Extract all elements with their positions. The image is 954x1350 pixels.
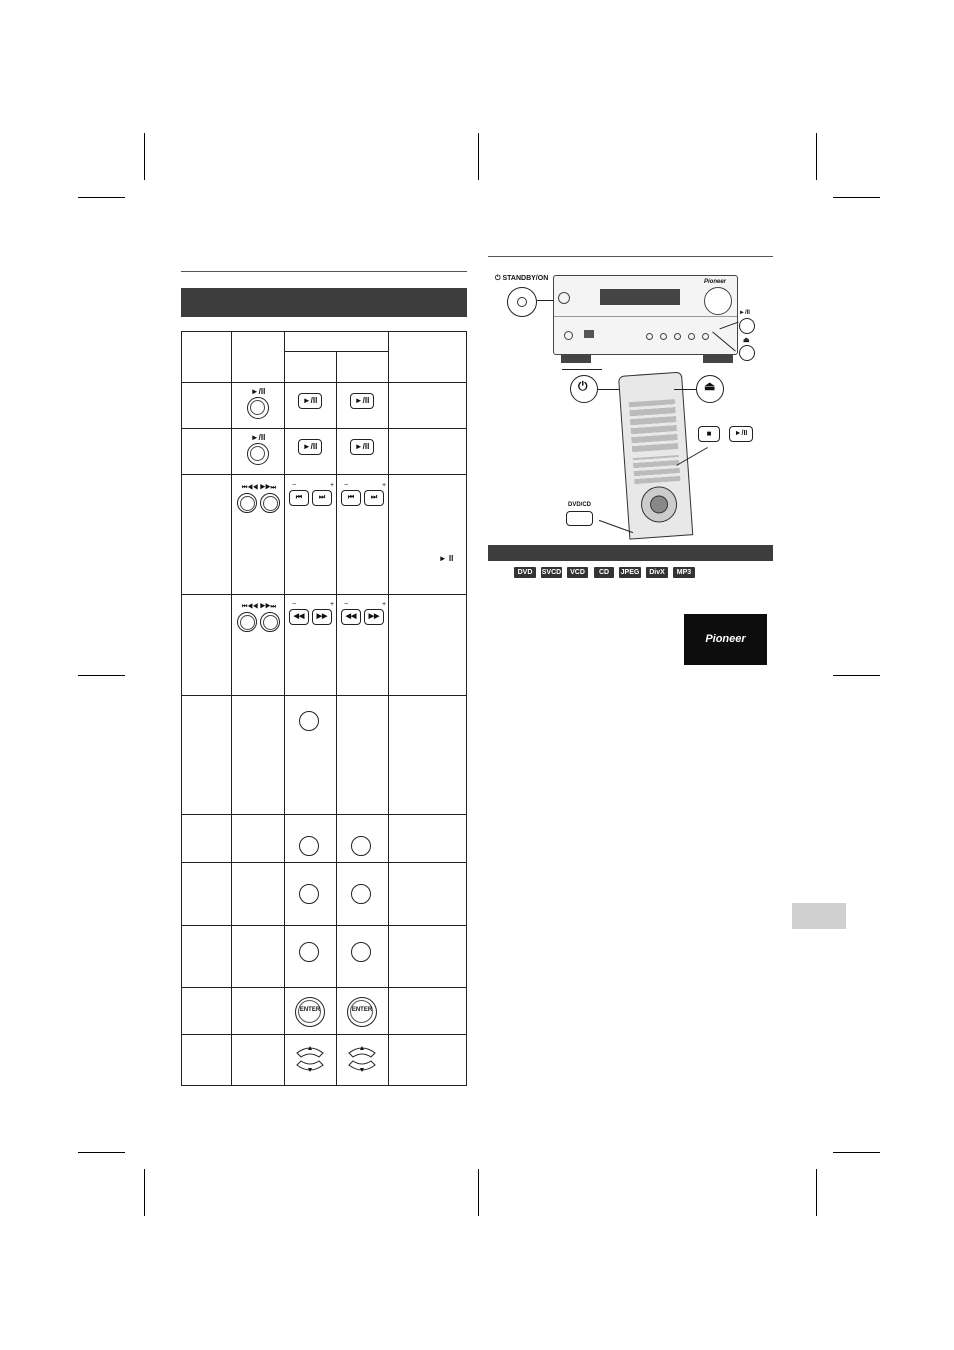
remote-prev-key[interactable]: ⏮: [289, 490, 309, 506]
remote-eject-key[interactable]: ⏏: [696, 375, 724, 403]
chapter-tab: [792, 903, 846, 929]
crop-mark: [478, 133, 479, 180]
unit-front-panel: [553, 275, 738, 355]
remote-round-key[interactable]: [299, 884, 319, 904]
remote-enter-key[interactable]: ENTER: [347, 997, 377, 1027]
unit-play-pause-button[interactable]: [247, 397, 269, 419]
crop-mark: [833, 197, 880, 198]
plus-label: +: [330, 601, 335, 608]
remote-round-key[interactable]: [351, 836, 371, 856]
main-unit-illustration: [495, 275, 775, 365]
crop-mark: [144, 133, 145, 180]
disc-tag-mp3: MP3: [673, 567, 695, 578]
volume-knob[interactable]: [704, 287, 732, 315]
section-header-bar: [181, 288, 467, 317]
remote-round-key[interactable]: [351, 884, 371, 904]
unit-display: [600, 289, 680, 305]
remote-round-key[interactable]: [299, 711, 319, 731]
remote-rewind-key[interactable]: ◀◀: [289, 609, 309, 625]
unit-eject-label: ⏏: [743, 337, 750, 344]
crop-mark: [833, 1152, 880, 1153]
section-header-bar: [488, 545, 773, 561]
remote-dvd-cd-key[interactable]: [566, 511, 593, 526]
remote-ffwd-key[interactable]: ▶▶: [364, 609, 384, 625]
disc-tag-svcd: SVCD: [541, 569, 562, 576]
search-icon-label: ⏮◀◀ ▶▶⏭: [242, 604, 276, 610]
remote-stop-key[interactable]: ■: [698, 426, 720, 442]
disc-tag-jpeg: JPEG: [620, 569, 640, 576]
play-pause-icon-label: ►/II: [250, 387, 266, 396]
crop-mark: [816, 133, 817, 180]
crop-mark: [816, 1169, 817, 1216]
unit-rewind-button[interactable]: [237, 612, 257, 632]
disc-tag-divx: DivX: [646, 567, 668, 578]
play-pause-note-icon: ► II: [438, 554, 454, 563]
remote-play-pause-key[interactable]: ►/II: [350, 393, 374, 409]
up-down-arrows-icon[interactable]: [295, 1041, 325, 1077]
disc-tag-dvd: DVD: [514, 567, 536, 578]
splash-screen: [684, 614, 767, 665]
remote-prev-key[interactable]: ⏮: [341, 490, 361, 506]
standby-on-button[interactable]: [507, 287, 537, 317]
remote-round-key[interactable]: [299, 942, 319, 962]
remote-round-key[interactable]: [299, 836, 319, 856]
plus-label: +: [382, 482, 387, 489]
unit-play-button[interactable]: [739, 318, 755, 334]
unit-fast-forward-button[interactable]: [260, 612, 280, 632]
crop-mark: [833, 675, 880, 676]
crop-mark: [478, 1169, 479, 1216]
remote-play-pause-key[interactable]: ►/II: [350, 439, 374, 455]
skip-icon-label: ⏮◀◀ ▶▶⏭: [242, 485, 276, 491]
remote-ffwd-key[interactable]: ▶▶: [312, 609, 332, 625]
remote-play-pause-key[interactable]: ►/II: [298, 439, 322, 455]
up-down-arrows-icon[interactable]: [347, 1041, 377, 1077]
remote-play-pause-key[interactable]: ►/II: [298, 393, 322, 409]
remote-play-key[interactable]: ►/II: [729, 426, 753, 442]
unit-play-label: ►/II: [739, 310, 750, 316]
remote-enter-key[interactable]: ENTER: [295, 997, 325, 1027]
unit-play-pause-button[interactable]: [247, 443, 269, 465]
remote-body: [618, 372, 693, 540]
crop-mark: [78, 675, 125, 676]
disc-tag-cd: CD: [594, 567, 614, 578]
plus-label: +: [330, 482, 335, 489]
unit-skip-forward-button[interactable]: [260, 493, 280, 513]
plus-label: +: [382, 601, 387, 608]
minus-label: −: [344, 482, 349, 489]
crop-mark: [78, 1152, 125, 1153]
remote-illustration: [548, 366, 778, 538]
crop-mark: [144, 1169, 145, 1216]
dvd-cd-label: DVD/CD: [568, 502, 592, 508]
section-rule: [488, 256, 773, 257]
crop-mark: [78, 197, 125, 198]
unit-eject-button[interactable]: [739, 345, 755, 361]
operation-table: [181, 331, 467, 1086]
remote-next-key[interactable]: ⏭: [364, 490, 384, 506]
remote-next-key[interactable]: ⏭: [312, 490, 332, 506]
minus-label: −: [292, 482, 297, 489]
remote-rewind-key[interactable]: ◀◀: [341, 609, 361, 625]
splash-logo: Pioneer: [705, 633, 746, 645]
standby-on-label: ⏻ STANDBY/ON: [495, 275, 549, 282]
disc-tag-vcd: VCD: [567, 567, 588, 578]
remote-round-key[interactable]: [351, 942, 371, 962]
play-pause-icon-label: ►/II: [250, 433, 266, 442]
unit-skip-back-button[interactable]: [237, 493, 257, 513]
remote-standby-key[interactable]: ⏻: [570, 375, 598, 403]
unit-brand-logo: Pioneer: [704, 279, 727, 285]
minus-label: −: [344, 601, 349, 608]
minus-label: −: [292, 601, 297, 608]
section-rule: [181, 271, 467, 272]
